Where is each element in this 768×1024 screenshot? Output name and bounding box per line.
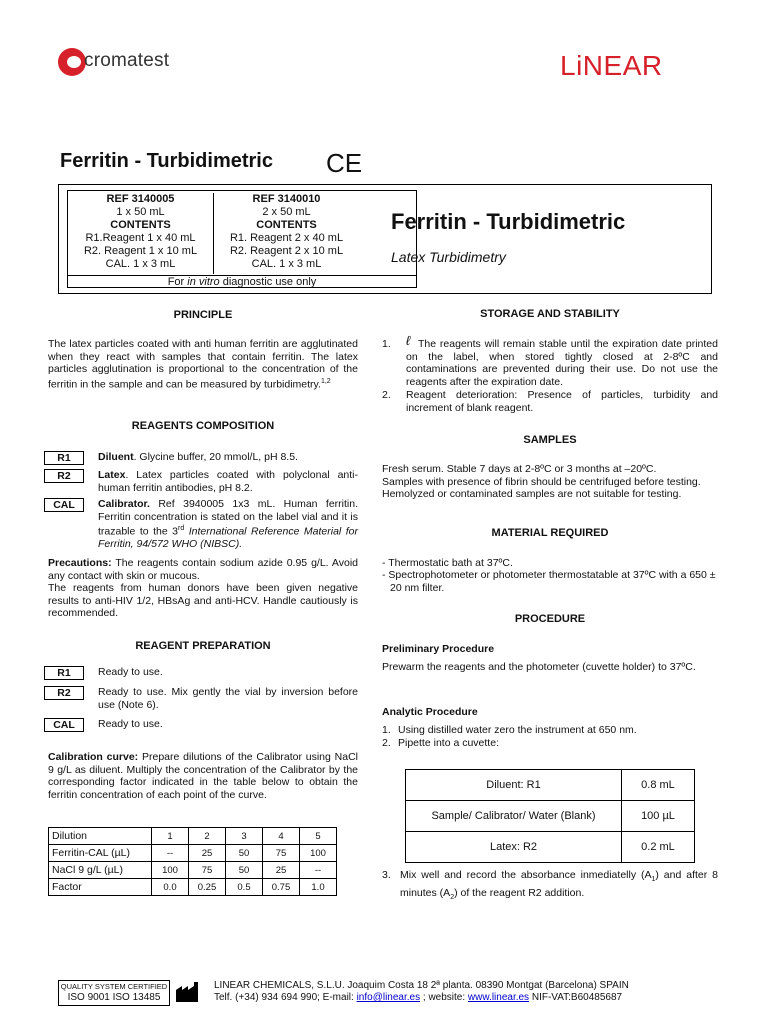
storage-heading: STORAGE AND STABILITY: [480, 308, 620, 320]
analytic-step-1: Using distilled water zero the instrument at 650 nm.: [398, 724, 637, 736]
footer-contact: [214, 980, 629, 1004]
cromatest-brand: cromatest: [84, 50, 170, 71]
table-cell: Dilution: [49, 828, 152, 845]
principle-heading: PRINCIPLE: [173, 309, 233, 321]
content-r2: R2. Reagent 1 x 10 mL: [83, 245, 198, 257]
linear-logo: LiNEAR: [560, 50, 663, 81]
content-r1: R1.Reagent 1 x 40 mL: [85, 232, 196, 244]
table-cell: --: [152, 845, 189, 862]
prep-cal-text: Ready to use.: [98, 718, 163, 730]
quality-label: QUALITY SYSTEM CERTIFIED: [60, 982, 168, 991]
calibration-label: Calibration curve:: [48, 751, 139, 763]
prep-r2-label: R2: [44, 686, 84, 700]
r1-description: [98, 451, 358, 464]
storage-num-2: 2.: [382, 389, 391, 401]
cromatest-logo: [58, 46, 358, 86]
r2-description: [98, 469, 358, 494]
preparation-heading: REAGENT PREPARATION: [135, 640, 271, 652]
email-link[interactable]: info@linear.es: [356, 992, 421, 1003]
table-cell: NaCl 9 g/L (µL): [49, 862, 152, 879]
table-cell: 25: [263, 862, 300, 879]
table-row: [406, 832, 695, 863]
box-title: Ferritin - Turbidimetric: [391, 209, 626, 234]
material-item-2: - Spectrophotometer or photometer thermostatable at 37ºC with a 650 ± 20 nm filter.: [382, 569, 716, 594]
preliminary-text: Prewarm the reagents and the photometer (cuvette holder) to 37ºC.: [382, 661, 696, 673]
precautions-body: The reagents contain sodium azide 0.95 g/L. Avoid any contact with skin or mucous.: [48, 557, 358, 582]
table-cell: 75: [189, 862, 226, 879]
box-subtitle: Latex Turbidimetry: [391, 249, 506, 265]
ce-mark-icon: CE: [326, 148, 363, 178]
r2-text: . Latex particles coated with polyclonal anti-human ferritin antibodies, pH 8.2.: [98, 469, 358, 494]
procedure-heading: PROCEDURE: [514, 613, 586, 625]
manufacturer-icon: [176, 982, 202, 1002]
diag-text: diagnostic use only: [219, 276, 317, 288]
preliminary-heading: Preliminary Procedure: [382, 643, 495, 655]
table-cell: 3: [226, 828, 263, 845]
table-cell: Diluent: R1: [406, 770, 622, 801]
analytic-num-2: 2.: [382, 737, 391, 749]
prep-cal-label: CAL: [44, 718, 84, 732]
table-cell: Sample/ Calibrator/ Water (Blank): [406, 801, 622, 832]
samples-body: Fresh serum. Stable 7 days at 2-8ºC or 3 months at –20ºC.: [382, 463, 657, 475]
ref-qty: 2 x 50 mL: [262, 206, 311, 218]
analytic-step-3: [400, 869, 718, 904]
precautions-text: [48, 557, 358, 620]
a3-text: ) of the reagent R2 addition.: [454, 886, 585, 899]
samples-heading: SAMPLES: [523, 434, 577, 446]
cromatest-c-icon: [58, 48, 86, 76]
table-cell: 2: [189, 828, 226, 845]
ref-code: REF 3140005: [106, 193, 175, 205]
prep-r1-text: Ready to use.: [98, 666, 163, 678]
content-cal: CAL. 1 x 3 mL: [251, 258, 322, 270]
table-cell: 5: [300, 828, 337, 845]
cal-text: Ref 3940005 1x3 mL. Human ferritin. Ferritin concentration is stated on the label vial and it is trazable to the 3: [98, 498, 358, 538]
page-title: Ferritin - Turbidimetric: [60, 150, 273, 172]
table-row: [49, 845, 337, 862]
website-link[interactable]: www.linear.es: [467, 992, 530, 1003]
precautions-label: Precautions:: [48, 557, 112, 569]
contents-label: CONTENTS: [256, 219, 317, 231]
analytic-step-2: Pipette into a cuvette:: [398, 737, 499, 749]
content-r2: R2. Reagent 2 x 10 mL: [229, 245, 344, 257]
contact-line: [214, 992, 629, 1004]
a3-sub: 1: [651, 876, 656, 884]
table-cell: 75: [263, 845, 300, 862]
storage-item-1: The reagents will remain stable until the expiration date printed on the label, when stored tightly closed at 2-8ºC and contaminations are prevented during their use. Do not use the reagents after the expiration date.: [406, 338, 718, 388]
pipette-table: [405, 769, 695, 863]
analytic-num-1: 1.: [382, 724, 391, 736]
diagnostic-use-note: [68, 275, 416, 289]
analytic-heading: Analytic Procedure: [382, 706, 478, 718]
analytic-num-3: 3.: [382, 869, 391, 881]
ref-col-3140005: [68, 193, 214, 274]
a3-text: ) and after 8 minutes (A: [400, 869, 718, 899]
table-row: [49, 862, 337, 879]
table-cell: Latex: R2: [406, 832, 622, 863]
ref-col-3140010: [214, 193, 359, 271]
table-cell: 0.25: [189, 879, 226, 896]
table-cell: Ferritin-CAL (µL): [49, 845, 152, 862]
table-cell: Factor: [49, 879, 152, 896]
diag-italic: in vitro: [187, 276, 220, 288]
samples-text: [382, 463, 718, 501]
cal-name: Calibrator.: [98, 498, 150, 510]
reagents-heading: REAGENTS COMPOSITION: [131, 420, 275, 432]
table-cell: 0.0: [152, 879, 189, 896]
iso-label: ISO 9001 ISO 13485: [67, 992, 161, 1003]
table-cell: --: [300, 862, 337, 879]
calibration-curve-text: [48, 751, 358, 801]
table-cell: 100: [152, 862, 189, 879]
company-address: LINEAR CHEMICALS, S.L.U. Joaquim Costa 18 2ª planta. 08390 Montgat (Barcelona) SPAIN: [214, 980, 629, 991]
material-item-1: - Thermostatic bath at 37ºC.: [382, 557, 513, 569]
cal-italic: International Reference Material for Ferritin, 94/572 WHO (NIBSC).: [98, 525, 358, 550]
ref-qty: 1 x 50 mL: [116, 206, 165, 218]
r2-label: R2: [44, 469, 84, 483]
table-cell: 4: [263, 828, 300, 845]
table-cell: 0.5: [226, 879, 263, 896]
table-cell: 0.8 mL: [622, 770, 695, 801]
principle-text: [48, 338, 358, 391]
quality-badge: [58, 980, 170, 1006]
prep-r1-label: R1: [44, 666, 84, 680]
diag-text: For: [167, 276, 188, 288]
table-cell: 0.2 mL: [622, 832, 695, 863]
precautions-body-2: The reagents from human donors have been given negative results to anti-HIV 1/2, HBsAg and anti-HCV. Handle cautiously is recommended.: [48, 582, 358, 619]
table-cell: 1: [152, 828, 189, 845]
material-heading: MATERIAL REQUIRED: [491, 527, 609, 539]
cal-sup: rd: [178, 525, 185, 532]
r1-name: Diluent: [98, 451, 134, 463]
table-row: [406, 770, 695, 801]
ref-table: [67, 190, 417, 288]
a3-text: Mix well and record the absorbance inmediatelly (A: [400, 869, 652, 881]
r2-name: Latex: [98, 469, 126, 481]
samples-body-2: Samples with presence of fibrin should be centrifuged before testing. Hemolyzed or contaminated samples are not suitable for testing.: [382, 475, 701, 500]
product-info-box: [58, 184, 712, 294]
r1-text: . Glycine buffer, 20 mmol/L, pH 8.5.: [133, 451, 298, 463]
table-row: [49, 879, 337, 896]
cal-description: [98, 498, 358, 551]
table-cell: 1.0: [300, 879, 337, 896]
table-cell: 25: [189, 845, 226, 862]
a3-sub: 2: [450, 893, 455, 901]
principle-body: The latex particles coated with anti human ferritin are agglutinated when they react with samples that contain ferritin. The latex particles agglutination is proportional to the concentration of the ferritin in the sample and can be measured by turbidimetry.: [48, 338, 358, 390]
prep-r2-text: Ready to use. Mix gently the vial by inversion before use (Note 6).: [98, 686, 358, 711]
table-row: [49, 828, 337, 845]
r1-label: R1: [44, 451, 84, 465]
principle-ref: 1,2: [320, 377, 331, 385]
web-label: ; website:: [420, 992, 468, 1003]
table-cell: 100 µL: [622, 801, 695, 832]
cal-label: CAL: [44, 498, 84, 512]
temperature-icon: ℓ: [406, 333, 411, 348]
vat-number: NIF-VAT:B60485687: [529, 992, 623, 1003]
phone: Telf. (+34) 934 694 990; E-mail:: [214, 992, 357, 1003]
table-cell: 50: [226, 845, 263, 862]
table-cell: 100: [300, 845, 337, 862]
table-cell: 0.75: [263, 879, 300, 896]
content-cal: CAL. 1 x 3 mL: [105, 258, 176, 270]
ref-code: REF 3140010: [252, 193, 321, 205]
dilution-table: [48, 827, 337, 896]
table-cell: 50: [226, 862, 263, 879]
contents-label: CONTENTS: [110, 219, 171, 231]
storage-item-2: Reagent deterioration: Presence of particles, turbidity and increment of blank reagent.: [406, 389, 718, 414]
calibration-body: Prepare dilutions of the Calibrator using NaCl 9 g/L as diluent. Multiply the concentration of the Calibrator by the corresponding factor indicated in the table below to obtain the ferritin concentration of each point of the curve.: [48, 751, 359, 801]
table-row: [406, 801, 695, 832]
storage-num-1: 1.: [382, 338, 391, 350]
content-r1: R1. Reagent 2 x 40 mL: [229, 232, 344, 244]
